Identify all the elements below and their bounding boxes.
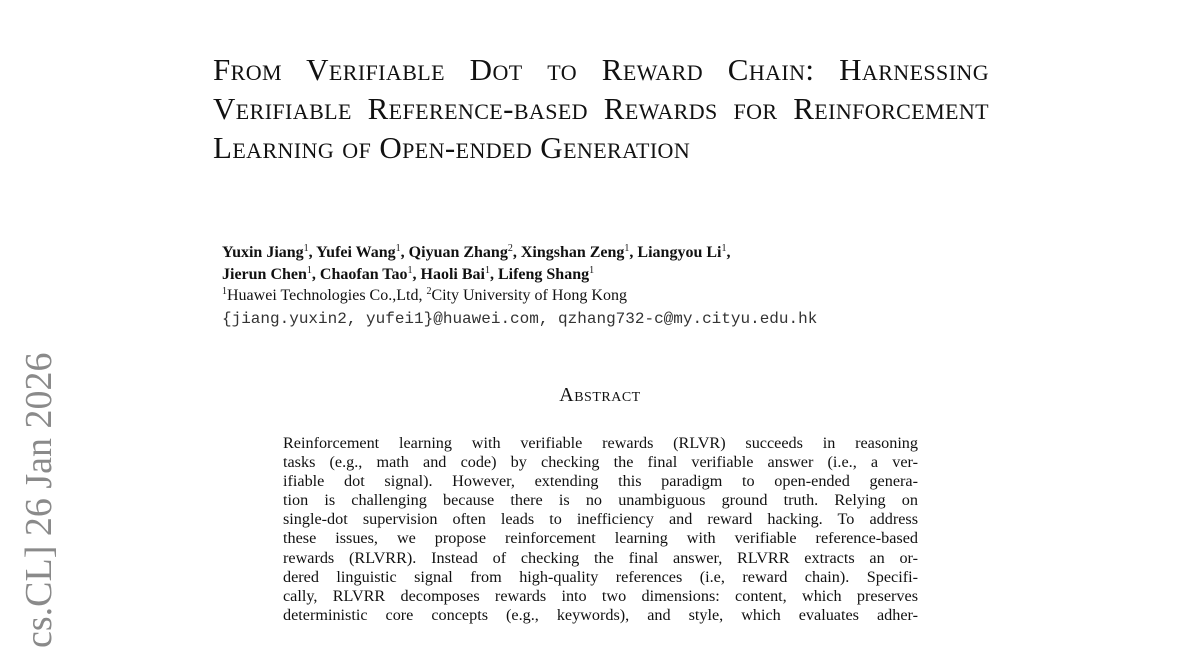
author-affil-mark: 1 (721, 243, 727, 254)
author-affil-mark: 2 (507, 243, 513, 254)
affiliation-1: Huawei Technologies Co.,Ltd, (227, 287, 427, 304)
affiliation-2: City University of Hong Kong (431, 287, 627, 304)
author-emails: {jiang.yuxin2, yufei1}@huawei.com, qzhang732-c@my.cityu.edu.hk (222, 310, 818, 328)
author-name: Jierun Chen (222, 266, 307, 283)
author-affil-mark: 1 (306, 265, 312, 276)
abstract-line: tion is challenging because there is no unambiguous ground truth. Relying on (283, 491, 918, 510)
author-affil-mark: 1 (624, 243, 630, 254)
abstract-line: ifiable dot signal). However, extending this paradigm to open-ended genera- (283, 472, 918, 491)
author-name: Qiyuan Zhang (408, 244, 508, 261)
author-affil-mark: 1 (407, 265, 413, 276)
author-name: Chaofan Tao (319, 266, 408, 283)
author-name: Xingshan Zeng (520, 244, 625, 261)
author-affil-mark: 1 (484, 265, 490, 276)
paper-title: From Verifiable Dot to Reward Chain: Harnessing Verifiable Reference-based Rewards for Reinforcement Learning of Open-ended Generation (213, 52, 989, 165)
author-affil-mark: 1 (303, 243, 309, 254)
abstract-line: tasks (e.g., math and code) by checking the final verifiable answer (i.e., a ver- (283, 453, 918, 472)
abstract-line: Reinforcement learning with verifiable rewards (RLVR) succeeds in reasoning (283, 434, 918, 452)
author-name: Yuxin Jiang (222, 244, 304, 261)
author-affil-mark: 1 (395, 243, 401, 254)
author-name: Liangyou Li (637, 244, 722, 261)
abstract-line: deterministic core concepts (e.g., keywords), and style, which evaluates adher- (283, 605, 918, 624)
abstract-line: single-dot supervision often leads to inefficiency and reward hacking. To address (283, 510, 918, 529)
abstract-body (283, 434, 918, 625)
affil-mark: 1 (222, 286, 227, 297)
author-name: Yufei Wang (316, 244, 396, 261)
abstract-line: cally, RLVRR decomposes rewards into two dimensions: content, which preserves (283, 586, 918, 605)
author-name: Haoli Bai (420, 266, 485, 283)
abstract-line: dered linguistic signal from high-quality references (i.e, reward chain). Specifi- (283, 567, 918, 586)
affil-mark: 2 (426, 286, 432, 297)
arxiv-side-stamp: cs.CL] 26 Jan 2026 (18, 352, 60, 648)
abstract-line: rewards (RLVRR). Instead of checking the final answer, RLVRR extracts an or- (283, 548, 918, 567)
abstract-heading: Abstract (559, 384, 641, 406)
author-list (222, 242, 1122, 286)
author-affil-mark: 1 (589, 265, 595, 276)
abstract-line: these issues, we propose reinforcement learning with verifiable reference-based (283, 529, 918, 548)
author-name: Lifeng Shang (497, 266, 590, 283)
affiliations (222, 285, 627, 307)
author-line-1: Yuxin Jiang$^1$, Yufei Wang$^1$, Qiyuan Zhang$^2$, Xingshan Zeng$^1$, Liangyou Li$^1$, (222, 243, 731, 261)
author-line-2: Jierun Chen$^1$, Chaofan Tao$^1$, Haoli Bai$^1$, Lifeng Shang$^1$ (222, 265, 595, 283)
